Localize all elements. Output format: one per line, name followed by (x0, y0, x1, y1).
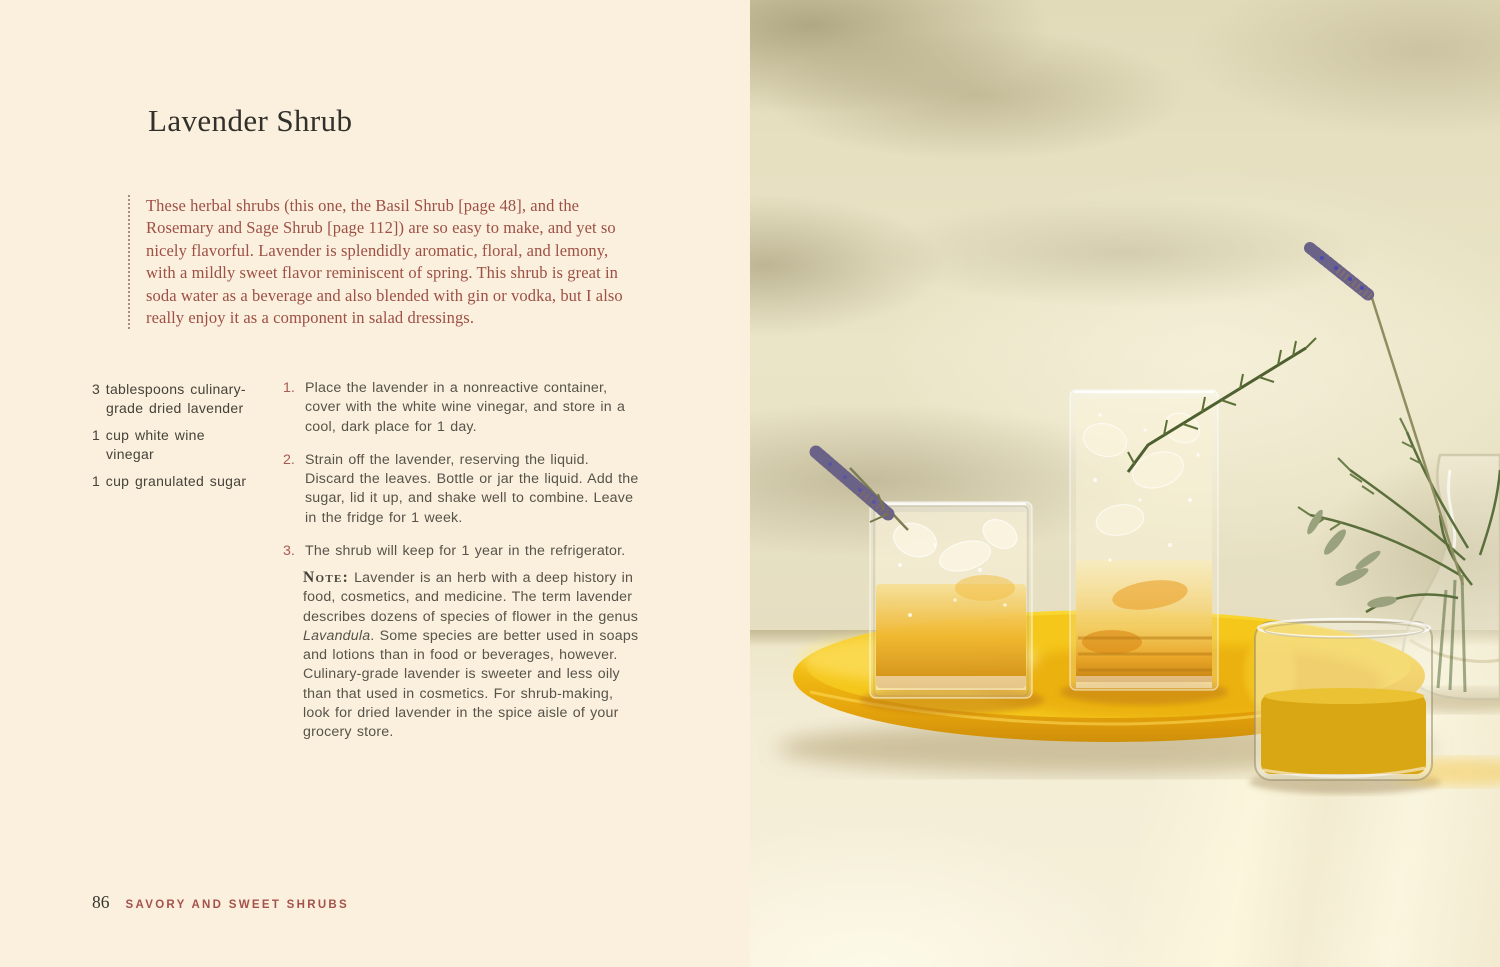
sage-leaves (1305, 508, 1398, 610)
still-life-illustration (750, 0, 1500, 967)
ingredient-item: 1 cup granulated sugar (92, 473, 247, 489)
photo-page (750, 0, 1500, 967)
step-item (283, 451, 643, 528)
intro-paragraph: These herbal shrubs (this one, the Basil Shrub [page 48], and the Rosemary and Sage Shrub [page 112]) are so easy to make, and yet so nicely flavorful. Lavender is splendidly aromatic, floral, and lemony, with a mildly sweet flavor reminiscent of spring. This shrub is great in soda water as a beverage and also blended with gin or vodka, but I also really enjoy it as a component in salad dressings. (128, 195, 640, 329)
ingredient-list (92, 380, 254, 499)
note-text: . Some species are better used in soaps and lotions than in food or beverages, however. Culinary-grade lavender is sweeter and less oily than that used in cosmetics. For shrub-making, look for dried lavender in the spice aisle of your grocery store. (303, 627, 639, 741)
note-genus-italic: Lavandula (303, 627, 371, 644)
lemon-peel (955, 575, 1015, 601)
step-item (283, 542, 643, 561)
note-text: Lavender is an herb with a deep history in food, cosmetics, and medicine. The term lavender describes dozens of species of flower in the genus (303, 570, 639, 625)
step-number: 2. (283, 451, 295, 468)
orange-peel (1082, 630, 1142, 654)
recipe-note (303, 568, 643, 743)
page-number: 86 (92, 892, 110, 912)
step-list (283, 379, 643, 575)
step-item (283, 379, 643, 437)
step-text: Place the lavender in a nonreactive container, cover with the white wine vinegar, and store in a cool, dark place for 1 day. (305, 380, 626, 435)
ingredient-item: 1 cup white wine vinegar (92, 427, 205, 462)
ingredient-item: 3 tablespoons culinary-grade dried lavender (92, 381, 246, 416)
chapter-title: SAVORY AND SWEET SHRUBS (125, 899, 350, 911)
page-title: Lavender Shrub (148, 103, 353, 138)
step-text: Strain off the lavender, reserving the liquid. Discard the leaves. Bottle or jar the liquid. Add the sugar, lid it up, and shake well to combine. Leave in the fridge for 1 week. (305, 451, 639, 526)
step-number: 1. (283, 380, 295, 396)
step-text: The shrub will keep for 1 year in the refrigerator. (305, 543, 626, 560)
note-label: Note: (303, 569, 350, 586)
tall-lavender-stem (1310, 248, 1463, 585)
step-number: 3. (283, 543, 295, 560)
page-footer (92, 892, 349, 913)
